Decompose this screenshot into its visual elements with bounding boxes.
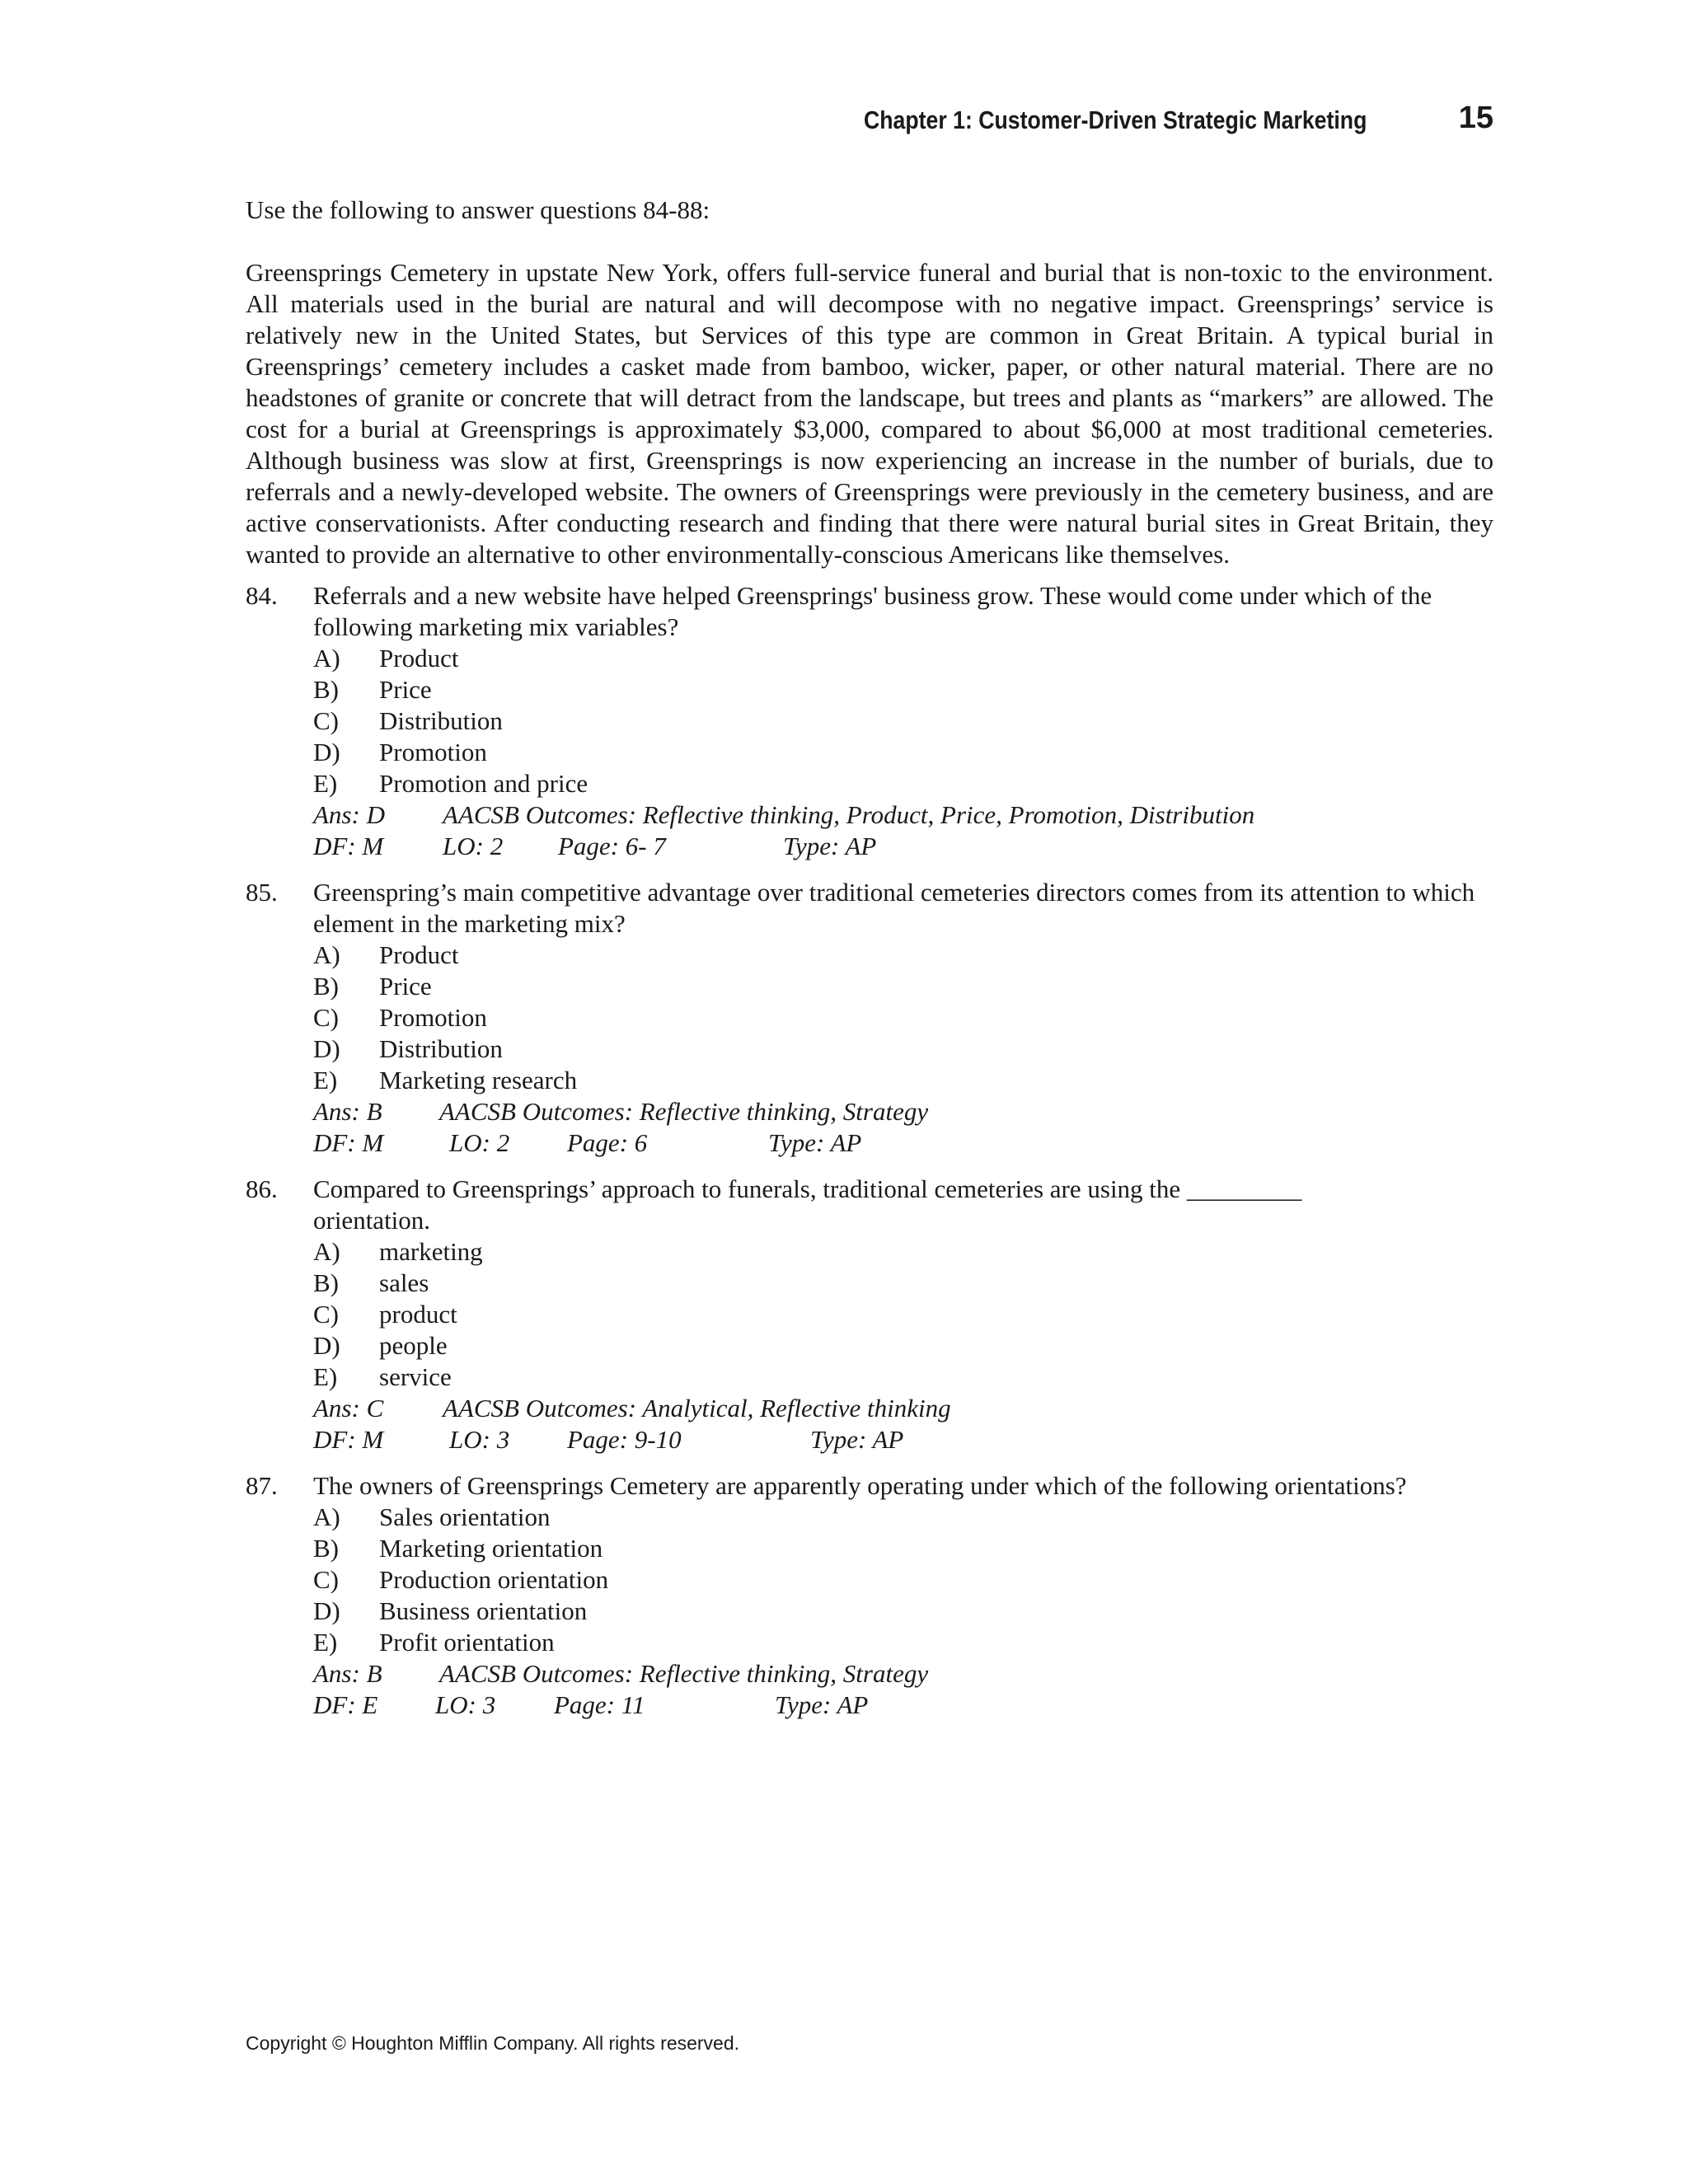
metadata-line xyxy=(313,831,1493,862)
option-e xyxy=(313,768,1493,799)
option-text: Promotion xyxy=(379,1003,487,1032)
option-letter: A) xyxy=(313,1237,340,1266)
option-a xyxy=(313,940,1493,971)
option-text: Production orientation xyxy=(379,1565,609,1594)
option-text: marketing xyxy=(379,1237,483,1266)
option-text: Marketing research xyxy=(379,1066,578,1094)
question-86 xyxy=(246,1174,1493,1455)
answer-key: Ans: B xyxy=(313,1659,382,1688)
option-letter: E) xyxy=(313,1628,338,1657)
option-letter: D) xyxy=(313,1034,340,1063)
case-passage: Greensprings Cemetery in upstate New York, offers full-service funeral and burial that is non-toxic to the environment. All materials used in the burial are natural and will decompose with no negative impact. Greensprings’ service is relatively new in the United States, but Services of this type are common in Great Britain. A typical burial in Greensprings’ cemetery includes a casket made from bamboo, wicker, paper, or other natural material. There are no headstones of granite or concrete that will detract from the landscape, but trees and plants as “markers” are allowed. The cost for a burial at Greensprings is approximately $3,000, compared to about $6,000 at most traditional cemeteries. Although business was slow at first, Greensprings is now experiencing an increase in the number of burials, due to referrals and a newly-developed website. The owners of Greensprings were previously in the cemetery business, and are active conservationists. After conducting research and finding that there were natural burial sites in Great Britain, they wanted to provide an alternative to other environmentally-conscious Americans like themselves. xyxy=(246,258,1493,569)
option-b xyxy=(313,1533,1493,1564)
question-87 xyxy=(246,1470,1493,1721)
option-letter: B) xyxy=(313,675,339,704)
metadata-line xyxy=(313,1424,1493,1455)
option-letter: C) xyxy=(313,706,339,735)
page-reference: Page: 11 xyxy=(554,1690,645,1719)
answer-line xyxy=(313,1658,1493,1690)
option-letter: D) xyxy=(313,1596,340,1625)
page-reference: Page: 6- 7 xyxy=(558,832,666,860)
learning-objective: LO: 3 xyxy=(449,1425,510,1454)
option-e xyxy=(313,1361,1493,1393)
option-b xyxy=(313,674,1493,705)
option-letter: B) xyxy=(313,1268,339,1297)
option-text: Distribution xyxy=(379,1034,503,1063)
learning-objective: LO: 3 xyxy=(435,1690,496,1719)
answer-line xyxy=(313,799,1493,831)
difficulty: DF: M xyxy=(313,832,384,860)
question-type: Type: AP xyxy=(768,1128,862,1157)
option-text: Product xyxy=(379,940,459,969)
option-letter: A) xyxy=(313,1502,340,1531)
question-stem: Compared to Greensprings’ approach to funerals, traditional cemeteries are using the _________ orientation. xyxy=(313,1174,1302,1235)
question-number: 87. xyxy=(246,1471,278,1500)
option-text: people xyxy=(379,1331,448,1360)
question-stem: The owners of Greensprings Cemetery are apparently operating under which of the following orientations? xyxy=(313,1471,1407,1500)
page-number: 15 xyxy=(1458,101,1493,135)
option-text: Price xyxy=(379,675,432,704)
aacsb-outcomes: AACSB Outcomes: Analytical, Reflective thinking xyxy=(443,1394,951,1422)
metadata-line xyxy=(313,1690,1493,1721)
option-b xyxy=(313,971,1493,1002)
option-letter: B) xyxy=(313,972,339,1001)
option-letter: E) xyxy=(313,1066,338,1094)
option-letter: C) xyxy=(313,1565,339,1594)
aacsb-outcomes: AACSB Outcomes: Reflective thinking, Strategy xyxy=(439,1659,929,1688)
chapter-title: Chapter 1: Customer-Driven Strategic Marketing xyxy=(864,105,1367,134)
answer-key: Ans: D xyxy=(313,800,385,829)
option-d xyxy=(313,1033,1493,1065)
answer-key: Ans: C xyxy=(313,1394,384,1422)
option-text: Business orientation xyxy=(379,1596,588,1625)
option-a xyxy=(313,1502,1493,1533)
option-text: Marketing orientation xyxy=(379,1534,603,1563)
option-d xyxy=(313,1596,1493,1627)
option-d xyxy=(313,737,1493,768)
option-text: Promotion and price xyxy=(379,769,588,798)
option-text: service xyxy=(379,1362,452,1391)
difficulty: DF: M xyxy=(313,1128,384,1157)
answer-line xyxy=(313,1393,1493,1424)
question-type: Type: AP xyxy=(810,1425,904,1454)
option-text: Price xyxy=(379,972,432,1001)
option-letter: A) xyxy=(313,940,340,969)
question-type: Type: AP xyxy=(783,832,877,860)
option-letter: A) xyxy=(313,644,340,673)
option-letter: D) xyxy=(313,738,340,766)
page-reference: Page: 9-10 xyxy=(567,1425,682,1454)
option-letter: D) xyxy=(313,1331,340,1360)
page-reference: Page: 6 xyxy=(567,1128,648,1157)
option-c xyxy=(313,1564,1493,1596)
intro-lead: Use the following to answer questions 84-88: xyxy=(246,195,710,224)
option-letter: B) xyxy=(313,1534,339,1563)
option-b xyxy=(313,1268,1493,1299)
option-e xyxy=(313,1065,1493,1096)
answer-line xyxy=(313,1096,1493,1127)
option-c xyxy=(313,1002,1493,1033)
learning-objective: LO: 2 xyxy=(443,832,504,860)
question-type: Type: AP xyxy=(775,1690,869,1719)
aacsb-outcomes: AACSB Outcomes: Reflective thinking, Product, Price, Promotion, Distribution xyxy=(443,800,1255,829)
metadata-line xyxy=(313,1127,1493,1159)
question-number: 85. xyxy=(246,878,278,907)
option-e xyxy=(313,1627,1493,1658)
page-header xyxy=(857,101,1493,143)
option-text: Profit orientation xyxy=(379,1628,555,1657)
option-letter: E) xyxy=(313,1362,338,1391)
aacsb-outcomes: AACSB Outcomes: Reflective thinking, Strategy xyxy=(439,1097,929,1126)
question-number: 84. xyxy=(246,581,278,610)
question-85 xyxy=(246,877,1493,1159)
option-letter: E) xyxy=(313,769,338,798)
option-a xyxy=(313,643,1493,674)
option-text: product xyxy=(379,1300,457,1329)
question-84 xyxy=(246,580,1493,862)
question-number: 86. xyxy=(246,1174,278,1203)
copyright-footer: Copyright © Houghton Mifflin Company. All rights reserved. xyxy=(246,2032,740,2054)
option-text: Sales orientation xyxy=(379,1502,551,1531)
option-a xyxy=(313,1236,1493,1268)
option-text: sales xyxy=(379,1268,429,1297)
option-letter: C) xyxy=(313,1300,339,1329)
difficulty: DF: E xyxy=(313,1690,378,1719)
option-text: Distribution xyxy=(379,706,503,735)
option-c xyxy=(313,705,1493,737)
difficulty: DF: M xyxy=(313,1425,384,1454)
question-stem: Referrals and a new website have helped Greensprings' business grow. These would come under which of the following marketing mix variables? xyxy=(313,581,1432,641)
option-text: Promotion xyxy=(379,738,487,766)
learning-objective: LO: 2 xyxy=(449,1128,510,1157)
option-d xyxy=(313,1330,1493,1361)
question-stem: Greenspring’s main competitive advantage over traditional cemeteries directors comes from its attention to which element in the marketing mix? xyxy=(313,878,1475,938)
option-text: Product xyxy=(379,644,459,673)
answer-key: Ans: B xyxy=(313,1097,382,1126)
page-content xyxy=(246,194,1493,1736)
option-letter: C) xyxy=(313,1003,339,1032)
option-c xyxy=(313,1299,1493,1330)
